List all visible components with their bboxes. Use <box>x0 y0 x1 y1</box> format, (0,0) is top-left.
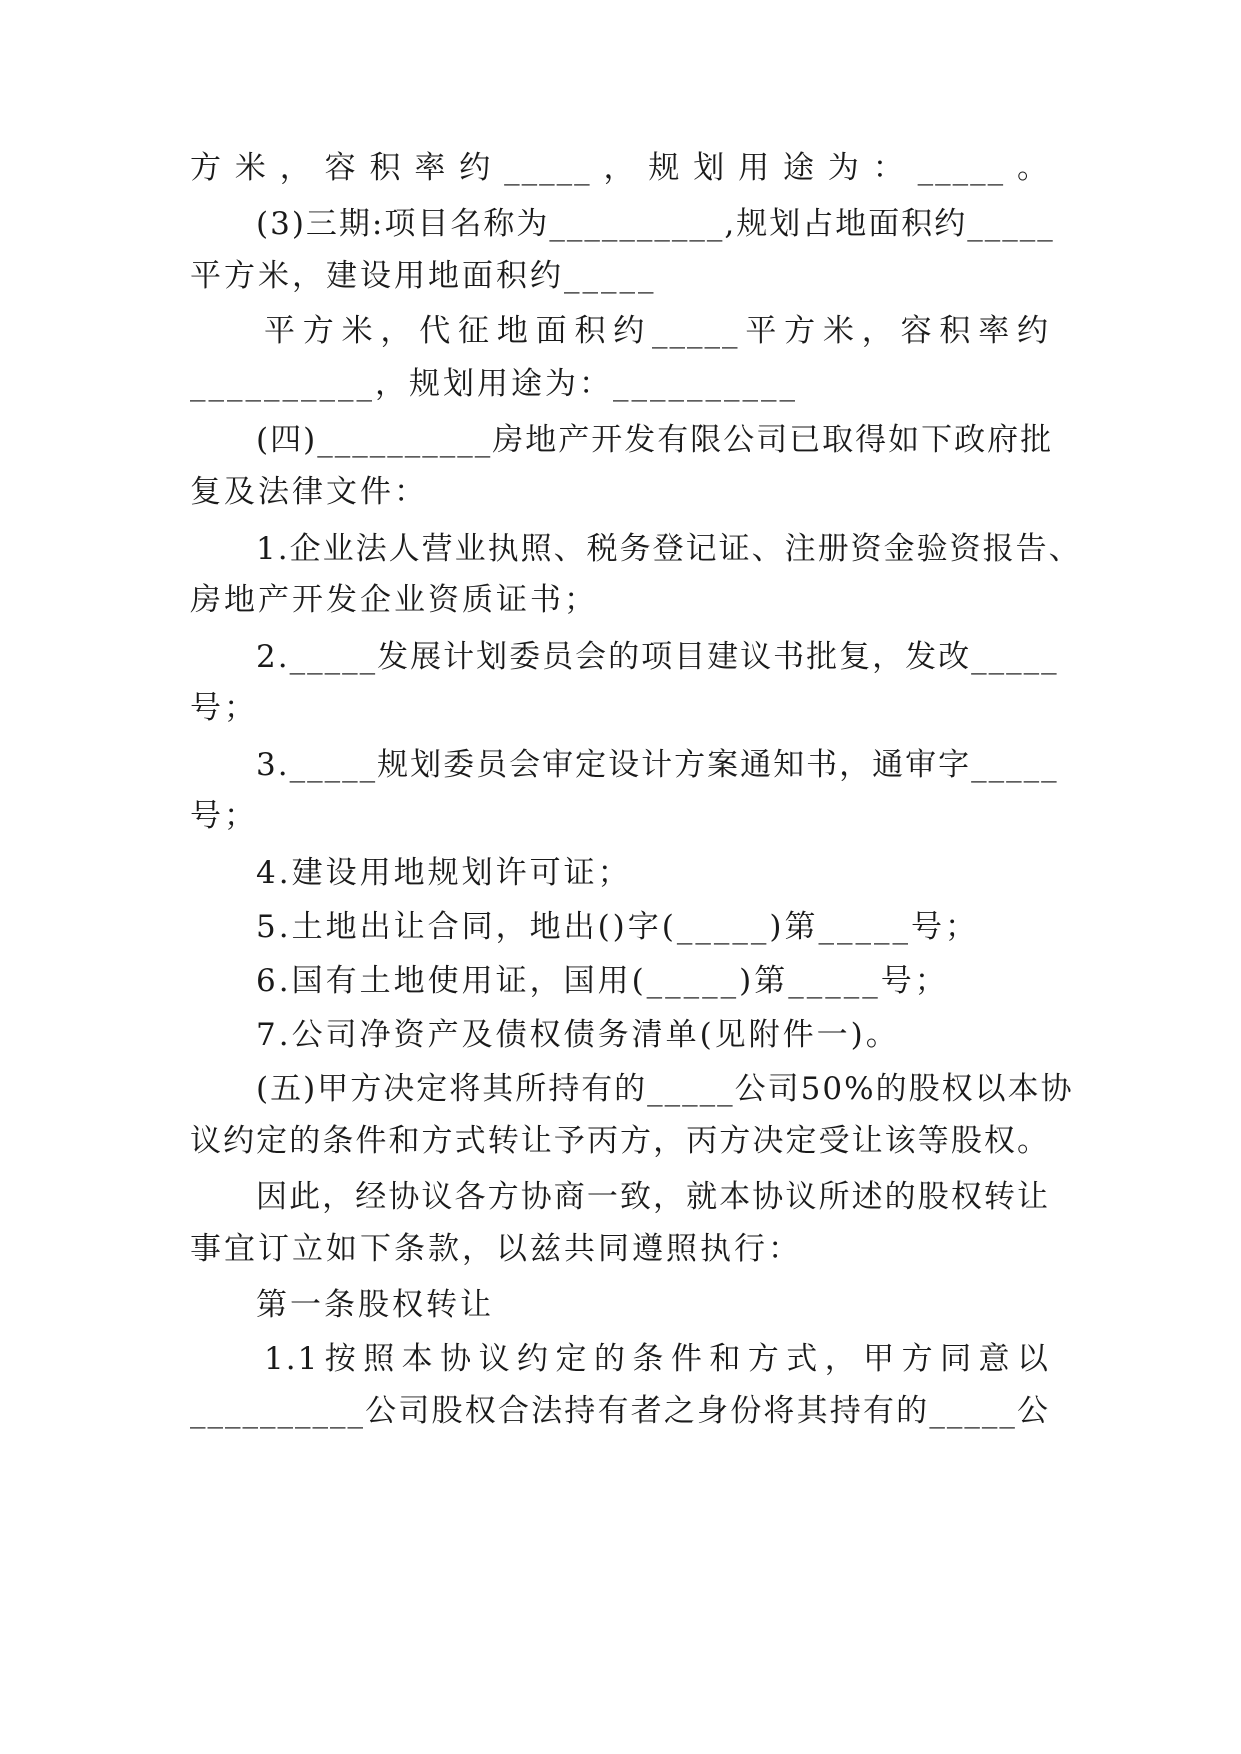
text-line: 议约定的条件和方式转让予丙方，丙方决定受让该等股权。 <box>190 1123 1050 1159</box>
text-line: 号； <box>190 798 258 834</box>
text-line: 6.国有土地使用证，国用(_____)第_____号； <box>256 963 949 999</box>
text-line: 平方米，代征地面积约_____平方米，容积率约 <box>264 313 1050 349</box>
text-line: 2._____发展计划委员会的项目建议书批复，发改_____ <box>256 639 1059 675</box>
text-line: __________公司股权合法持有者之身份将其持有的_____公 <box>190 1393 1050 1429</box>
section-heading: 第一条股权转让 <box>256 1287 494 1323</box>
text-line: 平方米，建设用地面积约_____ <box>190 258 657 294</box>
text-line: 房地产开发企业资质证书； <box>190 582 598 618</box>
text-line: 1.1按照本协议约定的条件和方式，甲方同意以 <box>264 1341 1050 1377</box>
text-line: (五)甲方决定将其所持有的_____公司50%的股权以本协 <box>256 1071 1074 1107</box>
text-line: 4.建设用地规划许可证； <box>256 855 632 891</box>
text-line: 7.公司净资产及债权债务清单(见附件一)。 <box>256 1017 900 1053</box>
text-line: 3._____规划委员会审定设计方案通知书，通审字_____ <box>256 747 1059 783</box>
text-line: 号； <box>190 690 258 726</box>
text-line: 事宜订立如下条款，以兹共同遵照执行： <box>190 1231 802 1267</box>
text-line: 方米，容积率约_____，规划用途为：_____。 <box>190 150 1050 186</box>
text-line: 复及法律文件： <box>190 474 428 510</box>
text-line: 5.土地出让合同，地出()字(_____)第_____号； <box>256 909 979 945</box>
text-line: 因此，经协议各方协商一致，就本协议所述的股权转让 <box>256 1179 1050 1215</box>
text-line: (四)__________房地产开发有限公司已取得如下政府批 <box>256 422 1054 458</box>
text-line: __________，规划用途为：__________ <box>190 366 798 402</box>
text-line: (3)三期:项目名称为__________,规划占地面积约_____ <box>256 206 1055 242</box>
text-line: 1.企业法人营业执照、税务登记证、注册资金验资报告、 <box>256 531 1082 567</box>
